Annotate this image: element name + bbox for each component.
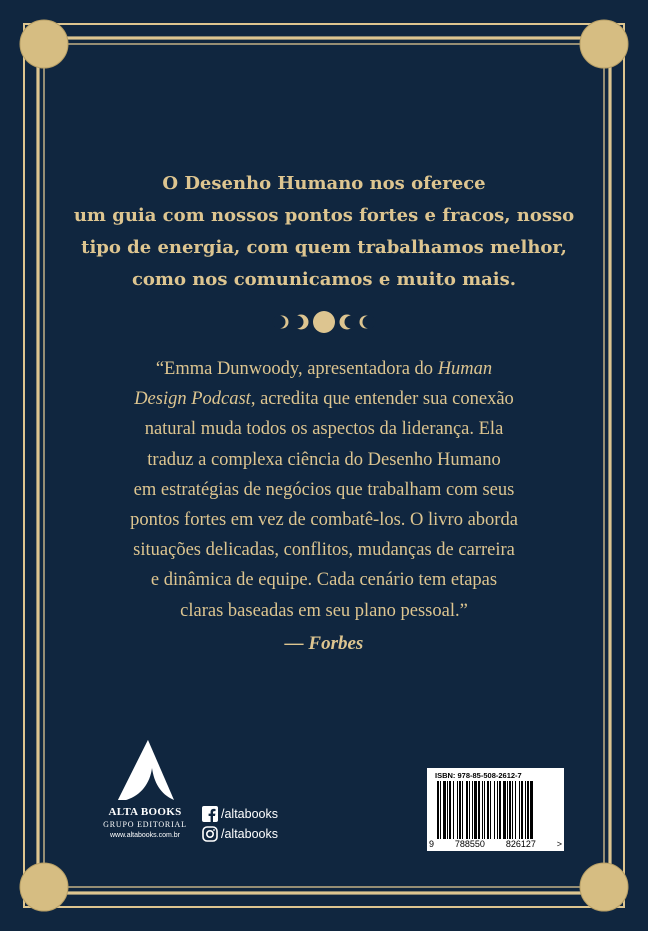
barcode-bar	[462, 781, 463, 839]
barcode-bar	[503, 781, 506, 839]
barcode-bar	[527, 781, 529, 839]
quote-attribution: — Forbes	[284, 633, 364, 654]
barcode-bar	[497, 781, 498, 839]
barcode-bar	[521, 781, 523, 839]
barcode-bar	[515, 781, 516, 839]
publisher-website: www.altabooks.com.br	[109, 832, 181, 839]
barcode-bar	[494, 781, 495, 839]
barcode-bar	[474, 781, 477, 839]
barcode-bar	[478, 781, 480, 839]
barcode-bar	[457, 781, 458, 839]
barcode-bar	[459, 781, 461, 839]
quote-line: traduz a complexa ciência do Desenho Humano	[147, 449, 501, 470]
barcode-bar	[449, 781, 451, 839]
quote-line: natural muda todos os aspectos da liderança. Ela	[144, 419, 504, 440]
instagram-icon	[202, 826, 218, 842]
publisher-name: ALTA BOOKS	[108, 806, 182, 818]
headline-line: tipo de energia, com quem trabalhamos melhor,	[81, 237, 567, 258]
barcode-digit-group: 788550	[454, 839, 485, 849]
barcode-bar	[509, 781, 511, 839]
barcode-bars	[437, 781, 554, 839]
publisher-subtitle: GRUPO EDITORIAL	[103, 820, 187, 829]
barcode-bar	[507, 781, 508, 839]
barcode-bar	[466, 781, 468, 839]
quote-line: em estratégias de negócios que trabalham com seus	[133, 479, 515, 500]
barcode-digit-group: >	[556, 839, 562, 849]
barcode-digit-group: 826127	[505, 839, 536, 849]
isbn-barcode	[427, 768, 564, 851]
barcode-bar	[469, 781, 470, 839]
barcode-bar	[499, 781, 501, 839]
corner-circle-icon	[580, 20, 628, 68]
publisher-logo	[96, 738, 194, 804]
headline-line: como nos comunicamos e muito mais.	[131, 269, 517, 290]
corner-circle-icon	[580, 863, 628, 911]
barcode-bar	[525, 781, 526, 839]
barcode-bar	[530, 781, 533, 839]
barcode-bar	[519, 781, 520, 839]
barcode-bar	[443, 781, 446, 839]
quote-line: claras baseadas em seu plano pessoal.”	[180, 600, 468, 621]
barcode-bar	[447, 781, 448, 839]
quote-line: pontos fortes em vez de combatê-los. O livro aborda	[130, 510, 518, 531]
headline	[60, 168, 588, 296]
moon-phases-icon	[272, 310, 376, 334]
quote-line: Design Podcast, acredita que entender sua conexão	[134, 389, 514, 410]
barcode-bar	[453, 781, 454, 839]
review-quote	[80, 354, 568, 626]
corner-circle-icon	[20, 20, 68, 68]
quote-line: e dinâmica de equipe. Cada cenário tem etapas	[150, 570, 498, 591]
barcode-digits	[429, 839, 562, 849]
instagram-handle	[202, 825, 278, 843]
barcode-bar	[487, 781, 489, 839]
barcode-bar	[472, 781, 473, 839]
instagram-handle-text: /altabooks	[221, 827, 278, 841]
headline-line: O Desenho Humano nos oferece	[162, 173, 486, 194]
quote-line: situações delicadas, conflitos, mudanças de carreira	[133, 540, 515, 561]
barcode-bar	[512, 781, 513, 839]
isbn-label: ISBN: 978-85-508-2612-7	[435, 771, 522, 780]
barcode-bar	[484, 781, 485, 839]
barcode-bar	[437, 781, 439, 839]
barcode-bar	[440, 781, 441, 839]
barcode-bar	[482, 781, 483, 839]
facebook-handle-text: /altabooks	[221, 807, 278, 821]
alta-books-logo-icon	[110, 738, 180, 804]
quote-line: “Emma Dunwoody, apresentadora do Human	[155, 359, 493, 379]
facebook-icon	[202, 806, 218, 822]
corner-circle-icon	[20, 863, 68, 911]
barcode-bar	[490, 781, 491, 839]
headline-line: um guia com nossos pontos fortes e fracos, nosso	[73, 205, 575, 226]
facebook-handle	[202, 805, 278, 823]
barcode-digit-group: 9	[429, 839, 435, 849]
